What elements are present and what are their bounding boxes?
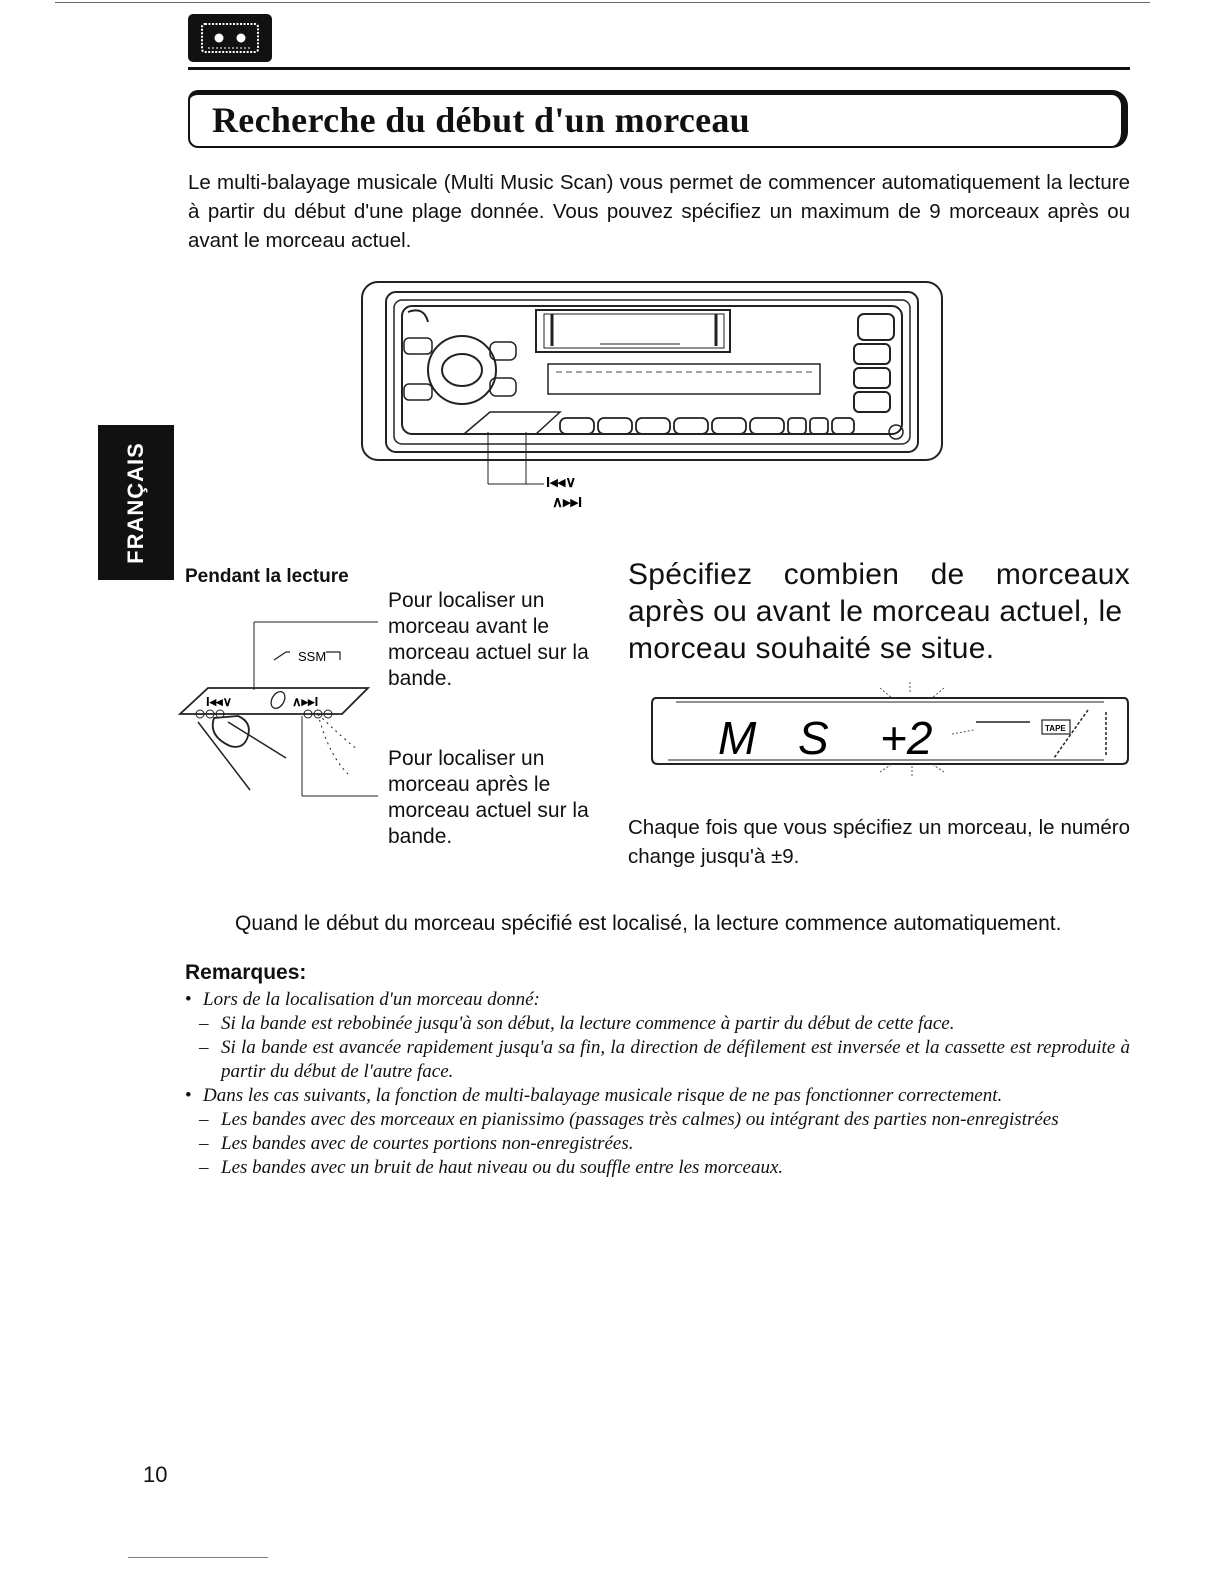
remark-dash-item: – Les bandes avec un bruit de haut niveau ou du souffle entre les morceaux. bbox=[199, 1157, 784, 1178]
remarks-list bbox=[185, 988, 1130, 1180]
title-box bbox=[188, 90, 1128, 148]
remark-dash-item: – Les bandes avec des morceaux en pianissimo (passages très calmes) ou intégrant des parties non-enregistrées bbox=[199, 1109, 1059, 1130]
top-rule bbox=[55, 2, 1150, 3]
display-caption: Chaque fois que vous spécifiez un morceau, le numéro change jusqu'à ±9. bbox=[628, 816, 1130, 868]
remark-dash-text: Si la bande est avancée rapidement jusqu'a sa fin, la direction de défilement est inversée et la cassette est reproduite à partir du début de l'autre face. bbox=[221, 1037, 1130, 1082]
auto-play-sentence: Quand le début du morceau spécifié est localisé, la lecture commence automatiquement. bbox=[235, 912, 1062, 935]
car-stereo-illustration bbox=[360, 280, 945, 520]
bottom-rule bbox=[128, 1557, 268, 1558]
remark-dash-text: Les bandes avec un bruit de haut niveau ou du souffle entre les morceaux. bbox=[221, 1157, 784, 1178]
page-title: Recherche du début d'un morceau bbox=[212, 100, 750, 140]
remark-dash-item: – Si la bande est rebobinée jusqu'à son début, la lecture commence à partir du début de cette face. bbox=[199, 1013, 955, 1034]
cassette-badge bbox=[188, 14, 272, 62]
svg-text:I◂◂∨: I◂◂∨ bbox=[206, 694, 233, 709]
remarks-heading: Remarques: bbox=[185, 961, 307, 984]
display-s: S bbox=[798, 712, 829, 764]
header-rule bbox=[188, 67, 1130, 70]
note-locate-before: Pour localiser un morceau avant le morceau actuel sur la bande. bbox=[388, 589, 589, 690]
display-m: M bbox=[718, 712, 757, 764]
remark-dash-item: – Si la bande est avancée rapidement jusqu'a sa fin, la direction de défilement est inversée et la cassette est reproduite à partir du début de l'autre face. bbox=[199, 1037, 1130, 1082]
instruction-text bbox=[628, 556, 1130, 667]
button-up-label: ∧▸▸I bbox=[552, 494, 583, 511]
remark-dash-item: – Les bandes avec de courtes portions non-enregistrées. bbox=[199, 1133, 634, 1154]
instruction-line-2: après ou avant le morceau actuel, le morceau souhaité se situe. bbox=[628, 595, 1123, 665]
display-value: +2 bbox=[880, 712, 933, 764]
page-number: 10 bbox=[143, 1462, 168, 1487]
remark-bullet: • Lors de la localisation d'un morceau donné: bbox=[185, 988, 1130, 1012]
remark-dash-text: Si la bande est rebobinée jusqu'à son début, la lecture commence à partir du début de cette face. bbox=[221, 1013, 955, 1034]
language-side-tab-label: FRANÇAIS bbox=[123, 441, 148, 564]
note-locate-after: Pour localiser un morceau après le morceau actuel sur la bande. bbox=[388, 747, 589, 848]
tape-indicator: TAPE bbox=[1045, 724, 1066, 733]
remark-dash-text: Les bandes avec de courtes portions non-enregistrées. bbox=[221, 1133, 634, 1154]
lcd-display-illustration bbox=[648, 676, 1132, 786]
cassette-icon bbox=[188, 14, 272, 62]
language-side-tab bbox=[98, 425, 174, 580]
during-playback-heading: Pendant la lecture bbox=[185, 566, 349, 587]
remark-dash-text: Les bandes avec des morceaux en pianissimo (passages très calmes) ou intégrant des parties non-enregistrées bbox=[221, 1109, 1059, 1130]
intro-paragraph: Le multi-balayage musicale (Multi Music Scan) vous permet de commencer automatiquement la lecture à partir du début d'une plage donnée. Vous pouvez spécifiez un maximum de 9 morceaux après ou avant le morceau actuel. bbox=[188, 171, 1130, 252]
instruction-line-1: Spécifiez combien de morceaux bbox=[628, 558, 1130, 591]
svg-text:∧▸▸I: ∧▸▸I bbox=[292, 694, 319, 709]
button-press-illustration bbox=[168, 590, 388, 800]
button-down-label: I◂◂∨ bbox=[546, 474, 577, 491]
remark-bullet: • Dans les cas suivants, la fonction de multi-balayage musicale risque de ne pas fonctionner correctement. bbox=[185, 1084, 1130, 1108]
ssm-label: SSM bbox=[298, 649, 327, 664]
